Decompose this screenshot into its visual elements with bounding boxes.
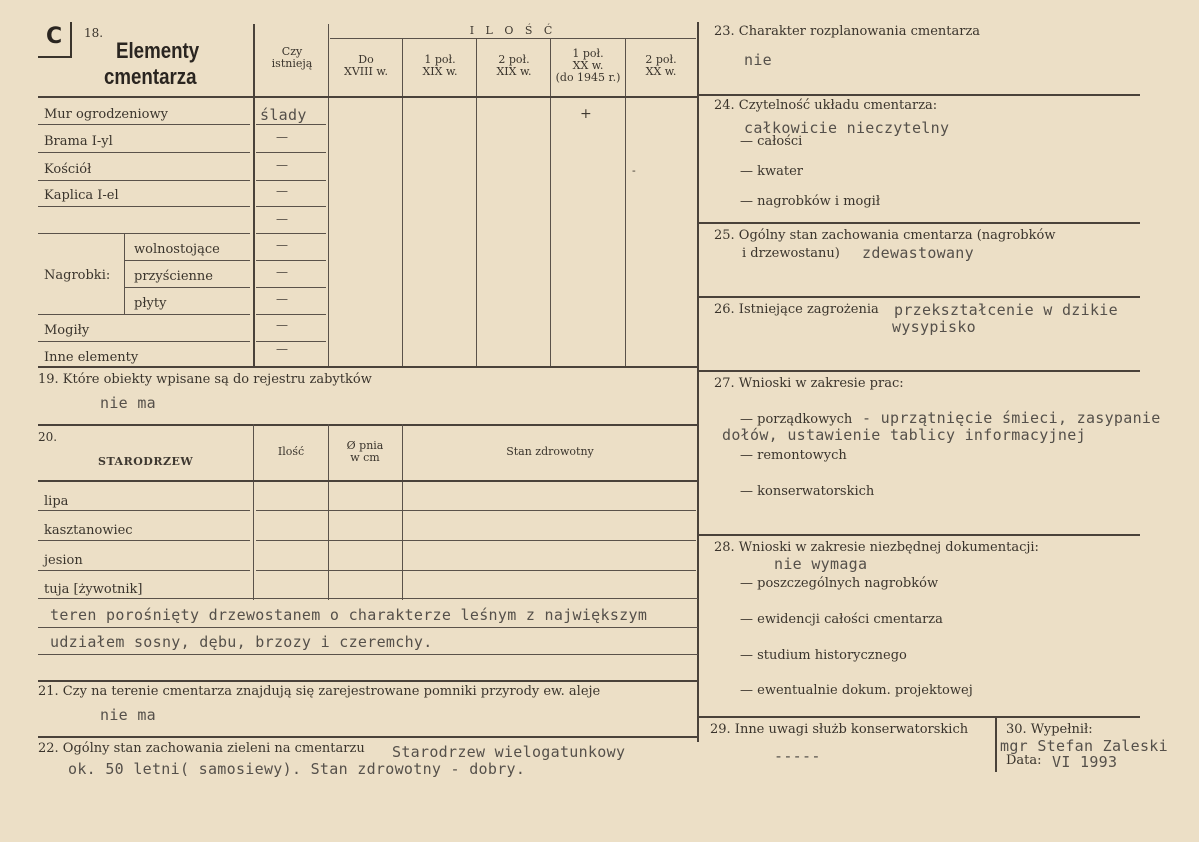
grid-line	[256, 233, 326, 234]
section-18-number: 18.	[84, 26, 104, 40]
row-label-church: Kościół	[44, 162, 92, 177]
section-23-label: 23. Charakter rozplanowania cmentarza	[714, 24, 981, 39]
section-25-label-line2: i drzewostanu)	[742, 246, 840, 261]
grid-line	[38, 654, 698, 655]
section-27-label: 27. Wnioski w zakresie prac:	[714, 376, 904, 391]
section-26-answer-line1: przekształcenie w dzikie	[894, 301, 1118, 319]
section-24-item-graves: — nagrobków i mogił	[740, 194, 881, 209]
tree-label-chestnut: kasztanowiec	[44, 523, 133, 538]
grid-line	[256, 260, 326, 261]
col-c19a-header: 1 poł. XIX w.	[422, 53, 458, 78]
section-28-item-register: — ewidencji całości cmentarza	[740, 612, 943, 627]
section-20-number: 20.	[38, 430, 58, 444]
grid-line	[699, 94, 1140, 96]
section-27-item-repair: — remontowych	[740, 448, 847, 463]
grid-line	[476, 38, 477, 366]
col-exists-header: Czy istnieją	[271, 45, 313, 70]
col-tree-health: Stan zdrowotny	[506, 445, 594, 458]
row-exists-gate: —	[276, 130, 288, 144]
section-28-answer: nie wymaga	[774, 555, 868, 573]
section-20-title: STARODRZEW	[98, 455, 194, 468]
row-exists-slabs: —	[276, 292, 288, 306]
center-divider	[697, 22, 699, 742]
grid-line	[38, 424, 698, 426]
grid-line	[256, 124, 326, 125]
section-19-answer: nie ma	[100, 394, 156, 412]
grid-line	[402, 38, 403, 366]
section-27-item-cleanup: — porządkowych	[740, 412, 853, 427]
grid-line	[38, 598, 698, 599]
section-24-label: 24. Czytelność układu cmentarza:	[714, 98, 938, 113]
section-21-answer: nie ma	[100, 706, 156, 724]
grid-line	[256, 314, 326, 315]
grid-line	[256, 510, 696, 511]
grid-line	[256, 287, 326, 288]
tree-label-linden: lipa	[44, 494, 69, 509]
grid-line	[328, 24, 329, 366]
section-28-item-design: — ewentualnie dokum. projektowej	[740, 683, 973, 698]
section-29-label: 29. Inne uwagi służb konserwatorskich	[710, 722, 969, 737]
grid-line	[256, 341, 326, 342]
section-24-answer: całkowicie nieczytelny	[744, 119, 950, 137]
tree-note-line2: udziałem sosny, dębu, brzozy i czeremchy.	[50, 633, 433, 651]
col-c19b-header: 2 poł. XIX w.	[496, 53, 532, 78]
section-28-item-graves: — poszczególnych nagrobków	[740, 576, 939, 591]
col-c18-header: Do XVIII w.	[344, 53, 388, 78]
section-30-date: VI 1993	[1052, 753, 1118, 771]
section-27-answer-line1: - uprzątnięcie śmieci, zasypanie	[862, 409, 1161, 427]
row-mark-church: -	[632, 164, 636, 177]
row-exists-church: —	[276, 158, 288, 172]
grid-line	[38, 480, 698, 482]
section-28-item-history: — studium historycznego	[740, 648, 907, 663]
row-label-chapel: Kaplica I-el	[44, 188, 119, 203]
grid-line	[38, 627, 698, 628]
grid-line	[124, 233, 125, 315]
grid-line	[38, 124, 250, 125]
row-exists-graves: —	[276, 318, 288, 332]
tree-note-line1: teren porośnięty drzewostanem o charakterze leśnym z największym	[50, 606, 648, 624]
grid-line	[38, 341, 250, 342]
grid-line	[38, 570, 250, 571]
section-30-name: mgr Stefan Zaleski	[1000, 737, 1168, 755]
section-24-item-whole: — całości	[740, 134, 803, 149]
row-exists-wall: ślady	[260, 106, 307, 124]
grid-line	[38, 510, 250, 511]
grid-line	[38, 180, 250, 181]
grid-line	[625, 38, 626, 366]
section-29-answer: -----	[774, 747, 821, 765]
section-19-label: 19. Które obiekty wpisane są do rejestru zabytków	[38, 372, 372, 387]
row-exists-chapel: —	[276, 184, 288, 198]
row-label-wallmounted: przyścienne	[134, 269, 213, 284]
section-28-label: 28. Wnioski w zakresie niezbędnej dokumentacji:	[714, 540, 1039, 555]
row-label-wall: Mur ogrodzeniowy	[44, 107, 168, 122]
grid-line	[995, 716, 997, 772]
grid-line	[124, 260, 250, 261]
grid-line	[38, 366, 698, 368]
row-label-slabs: płyty	[134, 296, 167, 311]
row-label-other: Inne elementy	[44, 350, 139, 365]
row-exists-other: —	[276, 342, 288, 356]
section-26-answer-line2: wysypisko	[892, 318, 976, 336]
grid-line	[328, 424, 329, 600]
section-30-date-label: Data:	[1006, 753, 1042, 768]
section-23-answer: nie	[744, 51, 772, 69]
section-24-item-quarters: — kwater	[740, 164, 804, 179]
nagrobki-label: Nagrobki:	[44, 268, 111, 283]
row-label-gate: Brama I-yl	[44, 134, 113, 149]
grid-line	[124, 287, 250, 288]
section-21-label: 21. Czy na terenie cmentarza znajdują się zarejestrowane pomniki przyrody ew. aleje	[38, 684, 601, 699]
grid-line	[38, 736, 698, 738]
grid-line	[256, 180, 326, 181]
section-26-label: 26. Istniejące zagrożenia	[714, 302, 879, 317]
tree-label-thuja: tuja [żywotnik]	[44, 582, 143, 597]
grid-line	[256, 206, 326, 207]
section-22-answer-line1: Starodrzew wielogatunkowy	[392, 743, 626, 761]
section-letter: C	[46, 24, 63, 49]
section-30-label: 30. Wypełnił:	[1006, 722, 1093, 737]
grid-line	[699, 222, 1140, 224]
section-27-answer-line2: dołów, ustawienie tablicy informacyjnej	[722, 426, 1086, 444]
col-tree-diameter: Ø pnia w cm	[346, 439, 384, 464]
row-exists-blank: —	[276, 212, 288, 226]
section-25-answer: zdewastowany	[862, 244, 974, 262]
grid-line	[256, 152, 326, 153]
row-mark-wall: +	[580, 106, 592, 122]
col-qty-header: I L O Ś Ć	[469, 24, 557, 37]
section-22-label: 22. Ogólny stan zachowania zieleni na cmentarzu	[38, 741, 365, 756]
grid-line	[253, 424, 254, 600]
grid-line	[699, 534, 1140, 536]
grid-line	[550, 38, 551, 366]
grid-line	[38, 540, 250, 541]
grid-line	[38, 314, 250, 315]
grid-line	[38, 152, 250, 153]
grid-line	[38, 206, 250, 207]
section-27-item-conservation: — konserwatorskich	[740, 484, 875, 499]
grid-line	[330, 38, 696, 39]
grid-line	[38, 233, 250, 234]
section-18-title-line2: cmentarza	[104, 64, 197, 89]
section-22-answer-line2: ok. 50 letni( samosiewy). Stan zdrowotny - dobry.	[68, 760, 526, 778]
grid-line	[253, 24, 255, 366]
grid-line	[699, 716, 1140, 718]
section-25-label-line1: 25. Ogólny stan zachowania cmentarza (nagrobków	[714, 228, 1056, 243]
section-18-title-line1: Elementy	[116, 38, 200, 63]
tree-label-ash: jesion	[44, 553, 83, 568]
col-c20b-header: 2 poł. XX w.	[645, 53, 677, 78]
row-exists-freestanding: —	[276, 238, 288, 252]
grid-line	[402, 424, 403, 600]
grid-line	[38, 96, 698, 98]
grid-line	[256, 540, 696, 541]
row-exists-wallmounted: —	[276, 265, 288, 279]
col-c20a-header: 1 poł. XX w. (do 1945 r.)	[555, 47, 621, 84]
grid-line	[256, 570, 696, 571]
grid-line	[699, 296, 1140, 298]
col-tree-qty: Ilość	[277, 445, 305, 458]
row-label-freestanding: wolnostojące	[134, 242, 220, 257]
grid-line	[38, 680, 698, 682]
row-label-graves: Mogiły	[44, 323, 90, 338]
grid-line	[699, 370, 1140, 372]
